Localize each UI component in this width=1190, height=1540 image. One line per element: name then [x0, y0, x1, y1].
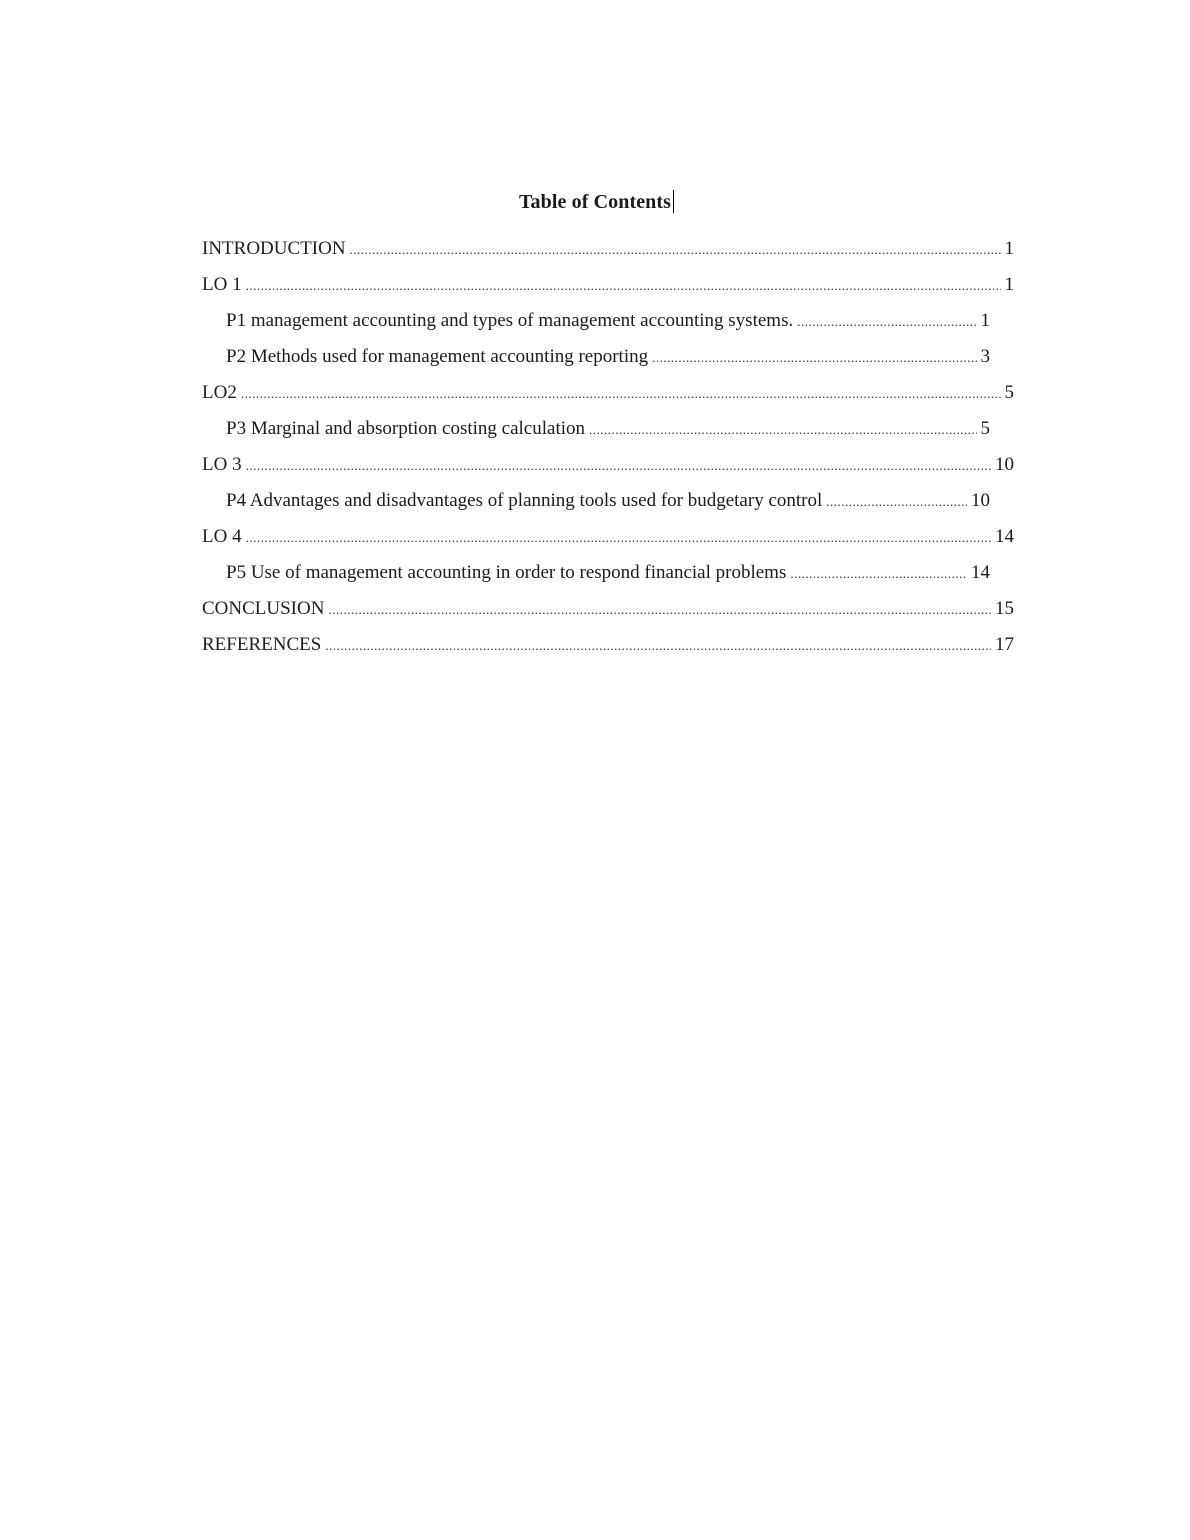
toc-entry-label: P4 Advantages and disadvantages of planning tools used for budgetary control	[226, 490, 823, 511]
toc-entry-label: INTRODUCTION	[202, 238, 346, 259]
toc-entry-label: CONCLUSION	[202, 598, 325, 619]
toc-entry-lo2[interactable]	[202, 378, 1014, 414]
toc-entry-lo1[interactable]	[202, 270, 1014, 306]
toc-heading-text: Table of Contents	[518, 191, 672, 213]
toc-entry-lo4[interactable]	[202, 522, 1014, 558]
dot-leader	[589, 415, 977, 445]
toc-entry-page: 10	[971, 490, 990, 511]
toc-entry-introduction[interactable]	[202, 234, 1014, 270]
toc-entry-label: LO 1	[202, 274, 242, 295]
dot-leader	[246, 523, 991, 553]
toc-entry-p3[interactable]	[202, 414, 990, 450]
dot-leader	[652, 343, 976, 373]
dot-leader	[350, 235, 1001, 265]
dot-leader	[826, 487, 967, 517]
toc-entry-page: 10	[995, 454, 1014, 475]
toc-entry-page: 5	[1004, 382, 1014, 403]
toc-entry-page: 3	[980, 346, 990, 367]
toc-list	[202, 234, 1014, 666]
toc-entry-label: P1 management accounting and types of management accounting systems.	[226, 310, 794, 331]
toc-entry-page: 15	[995, 598, 1014, 619]
toc-entry-page: 1	[1004, 238, 1014, 259]
toc-entry-page: 17	[995, 634, 1014, 655]
dot-leader	[797, 307, 976, 337]
toc-entry-p1[interactable]	[202, 306, 990, 342]
dot-leader	[246, 451, 991, 481]
toc-entry-label: P2 Methods used for management accounting reporting	[226, 346, 649, 367]
dot-leader	[328, 595, 991, 625]
toc-entry-page: 14	[995, 526, 1014, 547]
toc-heading[interactable]	[519, 189, 671, 215]
toc-entry-p4[interactable]	[202, 486, 990, 522]
toc-entry-label: LO2	[202, 382, 237, 403]
toc-entry-references[interactable]	[202, 630, 1014, 666]
toc-entry-page: 1	[980, 310, 990, 331]
toc-entry-conclusion[interactable]	[202, 594, 1014, 630]
toc-entry-p5[interactable]	[202, 558, 990, 594]
toc-entry-label: LO 3	[202, 454, 242, 475]
dot-leader	[246, 271, 1001, 301]
toc-entry-page: 14	[971, 562, 990, 583]
toc-entry-page: 1	[1004, 274, 1014, 295]
toc-entry-lo3[interactable]	[202, 450, 1014, 486]
toc-entry-label: LO 4	[202, 526, 242, 547]
dot-leader	[325, 631, 991, 661]
toc-entry-p2[interactable]	[202, 342, 990, 378]
toc-entry-label: REFERENCES	[202, 634, 322, 655]
toc-entry-label: P3 Marginal and absorption costing calculation	[226, 418, 585, 439]
text-cursor	[673, 190, 674, 213]
dot-leader	[790, 559, 967, 589]
dot-leader	[241, 379, 1001, 409]
toc-entry-page: 5	[980, 418, 990, 439]
toc-entry-label: P5 Use of management accounting in order to respond financial problems	[226, 562, 787, 583]
toc-heading-container	[0, 189, 1190, 215]
